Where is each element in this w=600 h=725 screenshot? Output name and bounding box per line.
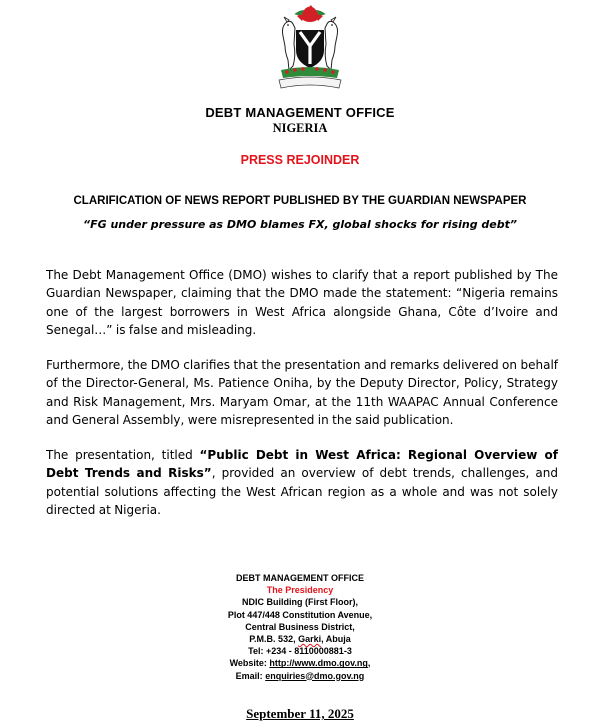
headline-title: CLARIFICATION OF NEWS REPORT PUBLISHED BY THE GUARDIAN NEWSPAPER <box>73 195 527 207</box>
body-paragraph-3 <box>46 446 558 520</box>
footer-tel: Tel: +234 - 8110000881-3 <box>248 646 352 657</box>
org-heading: DEBT MANAGEMENT OFFICE <box>205 105 395 120</box>
footer-plot: Plot 447/448 Constitution Avenue, <box>227 609 373 620</box>
presentation-title: “Public Debt in West Africa: Regional Overview of Debt Trends and Risks” <box>46 448 558 481</box>
p3-prefix: The presentation, titled <box>46 448 200 462</box>
website-link[interactable]: http://www.dmo.gov.ng <box>269 658 368 669</box>
release-date: September 11, 2025 <box>246 706 354 721</box>
nigeria-coat-of-arms-icon <box>273 4 347 90</box>
website-label: Website: <box>229 658 270 669</box>
pmb-garki: Garki <box>298 634 322 645</box>
email-link[interactable]: enquiries@dmo.gov.ng <box>265 670 365 681</box>
footer-email-line <box>0 670 600 682</box>
body-paragraph-1: The Debt Management Office (DMO) wishes to clarify that a report published by The Guardian Newspaper, claiming that the DMO made the statement: “Nigeria remains one of the largest borrowers in West Africa alongside Ghana, Côte d’Ivoire and Senegal…” is false and misleading. <box>46 268 558 338</box>
footer-building: NDIC Building (First Floor), <box>242 597 358 608</box>
footer-presidency: The Presidency <box>266 585 334 596</box>
country-heading: NIGERIA <box>272 121 328 135</box>
footer-district: Central Business District, <box>245 621 355 632</box>
headline-quote: “FG under pressure as DMO blames FX, global shocks for rising debt” <box>83 218 517 231</box>
email-label: Email: <box>235 670 266 681</box>
p3-suffix: , provided an overview of debt trends, challenges, and potential solutions affecting the West African region as a whole and was not solely directed at Nigeria. <box>46 466 558 518</box>
body-paragraph-2: Furthermore, the DMO clarifies that the presentation and remarks delivered on behalf of the Director-General, Ms. Patience Oniha, by the Deputy Director, Policy, Strategy and Risk Management, Mrs. Maryam Omar, at the 11th WAAPAC Annual Conference and General Assembly, were misrepresented in the said publication. <box>46 358 558 428</box>
pmb-suffix: , Abuja <box>321 634 351 645</box>
footer-org: DEBT MANAGEMENT OFFICE <box>236 573 364 583</box>
footer-website-line <box>0 657 600 669</box>
contact-block <box>0 572 600 682</box>
doc-type-heading: PRESS REJOINDER <box>240 153 360 167</box>
footer-pmb <box>0 633 600 645</box>
website-comma: , <box>367 658 371 669</box>
pmb-prefix: P.M.B. 532, <box>249 634 299 645</box>
